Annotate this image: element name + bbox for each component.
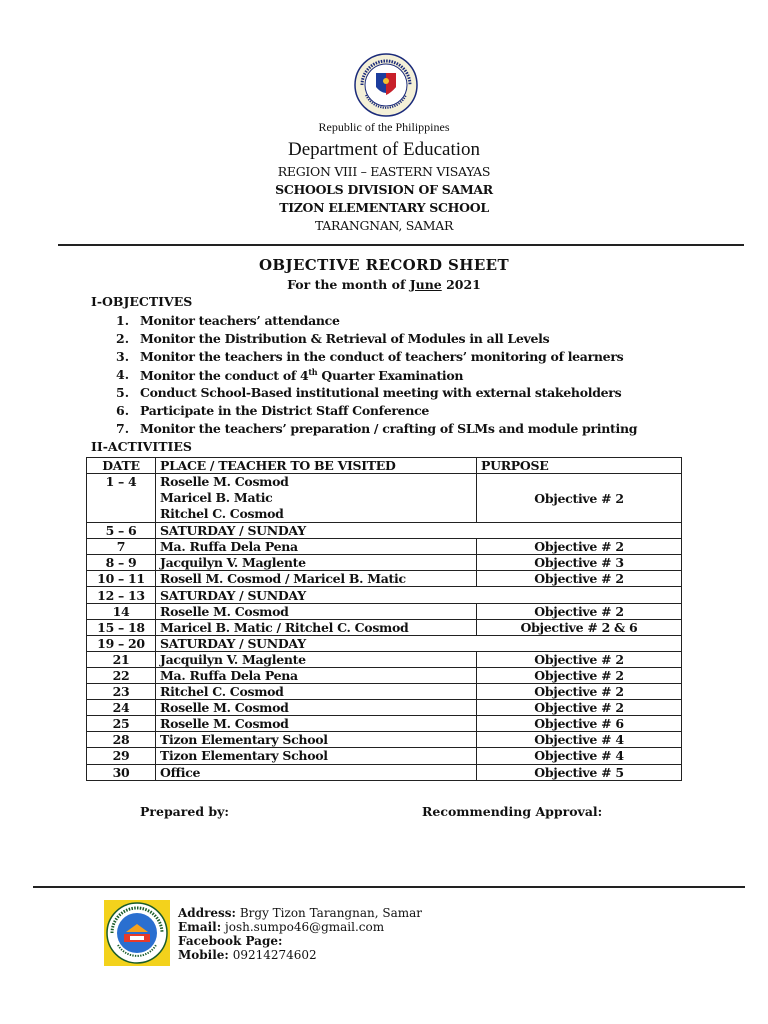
date-cell: 12 – 13 bbox=[87, 587, 156, 603]
date-cell: 10 – 11 bbox=[87, 571, 156, 587]
objective-number: 1. bbox=[116, 313, 130, 328]
division-line: SCHOOLS DIVISION OF SAMAR bbox=[275, 182, 493, 197]
objective-item: Conduct School-Based institutional meeting with external stakeholders bbox=[140, 385, 622, 400]
table-row bbox=[87, 539, 682, 555]
weekend-row bbox=[87, 587, 682, 603]
purpose-cell: Objective # 2 bbox=[477, 700, 682, 716]
place-cell: Tizon Elementary School bbox=[156, 732, 477, 748]
objective-item: Participate in the District Staff Conference bbox=[140, 403, 430, 418]
place-cell: Jacquilyn V. Maglente bbox=[156, 555, 477, 571]
date-cell: 15 – 18 bbox=[87, 619, 156, 635]
department-title: Department of Education bbox=[287, 139, 481, 160]
activities-heading: II-ACTIVITIES bbox=[91, 439, 192, 454]
place-cell: Roselle M. Cosmod bbox=[156, 603, 477, 619]
republic-line: Republic of the Philippines bbox=[318, 120, 450, 134]
date-cell: 28 bbox=[87, 732, 156, 748]
date-cell: 7 bbox=[87, 539, 156, 555]
weekend-row bbox=[87, 523, 682, 539]
date-cell: 5 – 6 bbox=[87, 523, 156, 539]
objective-number: 5. bbox=[116, 385, 130, 400]
place-cell: Ma. Ruffa Dela Pena bbox=[156, 539, 477, 555]
purpose-cell: Objective # 4 bbox=[477, 732, 682, 748]
objective-number: 6. bbox=[116, 403, 130, 418]
table-row bbox=[87, 474, 682, 523]
location-line: TARANGNAN, SAMAR bbox=[314, 218, 454, 233]
mobile-label: Mobile: bbox=[178, 948, 229, 962]
table-row bbox=[87, 603, 682, 619]
facebook-label: Facebook Page: bbox=[178, 934, 283, 948]
table-row bbox=[87, 651, 682, 667]
deped-seal-icon bbox=[354, 53, 418, 117]
place-cell bbox=[156, 474, 477, 523]
purpose-cell: Objective # 2 bbox=[477, 684, 682, 700]
date-cell: 29 bbox=[87, 748, 156, 764]
facebook-line bbox=[178, 934, 282, 948]
document-title: OBJECTIVE RECORD SHEET bbox=[258, 256, 510, 274]
school-logo-icon bbox=[104, 900, 170, 966]
header-divider bbox=[58, 244, 744, 246]
address-label: Address: bbox=[178, 906, 236, 920]
table-row bbox=[87, 748, 682, 764]
purpose-cell: Objective # 2 bbox=[477, 474, 682, 523]
date-cell: 30 bbox=[87, 764, 156, 780]
month-prefix: For the month of bbox=[287, 277, 406, 292]
objective-superscript: th bbox=[308, 367, 318, 377]
objective-number: 3. bbox=[116, 349, 130, 364]
objective-number: 7. bbox=[116, 421, 130, 436]
email-value: josh.sumpo46@gmail.com bbox=[225, 920, 385, 934]
purpose-cell: Objective # 2 bbox=[477, 667, 682, 683]
objective-item: Monitor the teachers’ preparation / crafting of SLMs and module printing bbox=[140, 421, 638, 436]
weekend-cell: SATURDAY / SUNDAY bbox=[156, 523, 682, 539]
column-header-place: PLACE / TEACHER TO BE VISITED bbox=[156, 458, 477, 474]
column-header-purpose: PURPOSE bbox=[477, 458, 682, 474]
table-header-row bbox=[87, 458, 682, 474]
place-cell: Roselle M. Cosmod bbox=[156, 700, 477, 716]
mobile-value: 09214274602 bbox=[232, 948, 317, 962]
table-row bbox=[87, 555, 682, 571]
date-cell: 21 bbox=[87, 651, 156, 667]
purpose-cell: Objective # 2 bbox=[477, 603, 682, 619]
place-cell: Ritchel C. Cosmod bbox=[156, 684, 477, 700]
table-row bbox=[87, 619, 682, 635]
date-cell: 8 – 9 bbox=[87, 555, 156, 571]
purpose-cell: Objective # 3 bbox=[477, 555, 682, 571]
weekend-row bbox=[87, 635, 682, 651]
prepared-by-label: Prepared by: bbox=[140, 804, 230, 819]
table-row bbox=[87, 684, 682, 700]
footer-divider bbox=[33, 886, 745, 888]
address-value: Brgy Tizon Tarangnan, Samar bbox=[239, 906, 423, 920]
month-value: June bbox=[409, 277, 442, 292]
school-line: TIZON ELEMENTARY SCHOOL bbox=[279, 200, 489, 215]
date-cell: 22 bbox=[87, 667, 156, 683]
objective-item bbox=[140, 367, 463, 383]
teacher-name: Maricel B. Matic bbox=[160, 490, 273, 506]
place-cell: Rosell M. Cosmod / Maricel B. Matic bbox=[156, 571, 477, 587]
email-label: Email: bbox=[178, 920, 222, 934]
objective-item: Monitor teachers’ attendance bbox=[140, 313, 340, 328]
purpose-cell: Objective # 2 bbox=[477, 571, 682, 587]
address-line bbox=[178, 906, 422, 920]
purpose-cell: Objective # 2 bbox=[477, 651, 682, 667]
place-cell: Jacquilyn V. Maglente bbox=[156, 651, 477, 667]
date-cell: 14 bbox=[87, 603, 156, 619]
place-cell: Office bbox=[156, 764, 477, 780]
weekend-cell: SATURDAY / SUNDAY bbox=[156, 635, 682, 651]
objective-item: Monitor the Distribution & Retrieval of Modules in all Levels bbox=[140, 331, 550, 346]
objective-text: Monitor the conduct of 4 bbox=[140, 368, 309, 384]
date-cell: 19 – 20 bbox=[87, 635, 156, 651]
table-row bbox=[87, 716, 682, 732]
objectives-heading: I-OBJECTIVES bbox=[91, 294, 193, 309]
activities-table bbox=[86, 457, 682, 781]
recommending-approval-label: Recommending Approval: bbox=[422, 804, 603, 819]
objective-text: Quarter Examination bbox=[317, 368, 464, 384]
objective-item: Monitor the teachers in the conduct of teachers’ monitoring of learners bbox=[140, 349, 624, 364]
table-row bbox=[87, 764, 682, 780]
table-row bbox=[87, 571, 682, 587]
purpose-cell: Objective # 5 bbox=[477, 764, 682, 780]
place-cell: Maricel B. Matic / Ritchel C. Cosmod bbox=[156, 619, 477, 635]
year-value: 2021 bbox=[446, 277, 481, 292]
purpose-cell: Objective # 4 bbox=[477, 748, 682, 764]
mobile-line bbox=[178, 948, 317, 962]
table-row bbox=[87, 700, 682, 716]
teacher-name: Roselle M. Cosmod bbox=[160, 474, 289, 490]
date-cell: 24 bbox=[87, 700, 156, 716]
table-row bbox=[87, 732, 682, 748]
date-cell: 25 bbox=[87, 716, 156, 732]
table-row bbox=[87, 667, 682, 683]
objective-number: 2. bbox=[116, 331, 130, 346]
date-cell: 23 bbox=[87, 684, 156, 700]
teacher-name: Ritchel C. Cosmod bbox=[160, 506, 284, 522]
place-cell: Tizon Elementary School bbox=[156, 748, 477, 764]
place-cell: Roselle M. Cosmod bbox=[156, 716, 477, 732]
month-line bbox=[0, 277, 768, 292]
column-header-date: DATE bbox=[87, 458, 156, 474]
weekend-cell: SATURDAY / SUNDAY bbox=[156, 587, 682, 603]
purpose-cell: Objective # 2 & 6 bbox=[477, 619, 682, 635]
email-line bbox=[178, 920, 384, 934]
purpose-cell: Objective # 2 bbox=[477, 539, 682, 555]
place-cell: Ma. Ruffa Dela Pena bbox=[156, 667, 477, 683]
region-line: REGION VIII – EASTERN VISAYAS bbox=[277, 164, 491, 179]
purpose-cell: Objective # 6 bbox=[477, 716, 682, 732]
objective-number: 4. bbox=[116, 367, 130, 382]
date-cell: 1 – 4 bbox=[87, 474, 156, 523]
